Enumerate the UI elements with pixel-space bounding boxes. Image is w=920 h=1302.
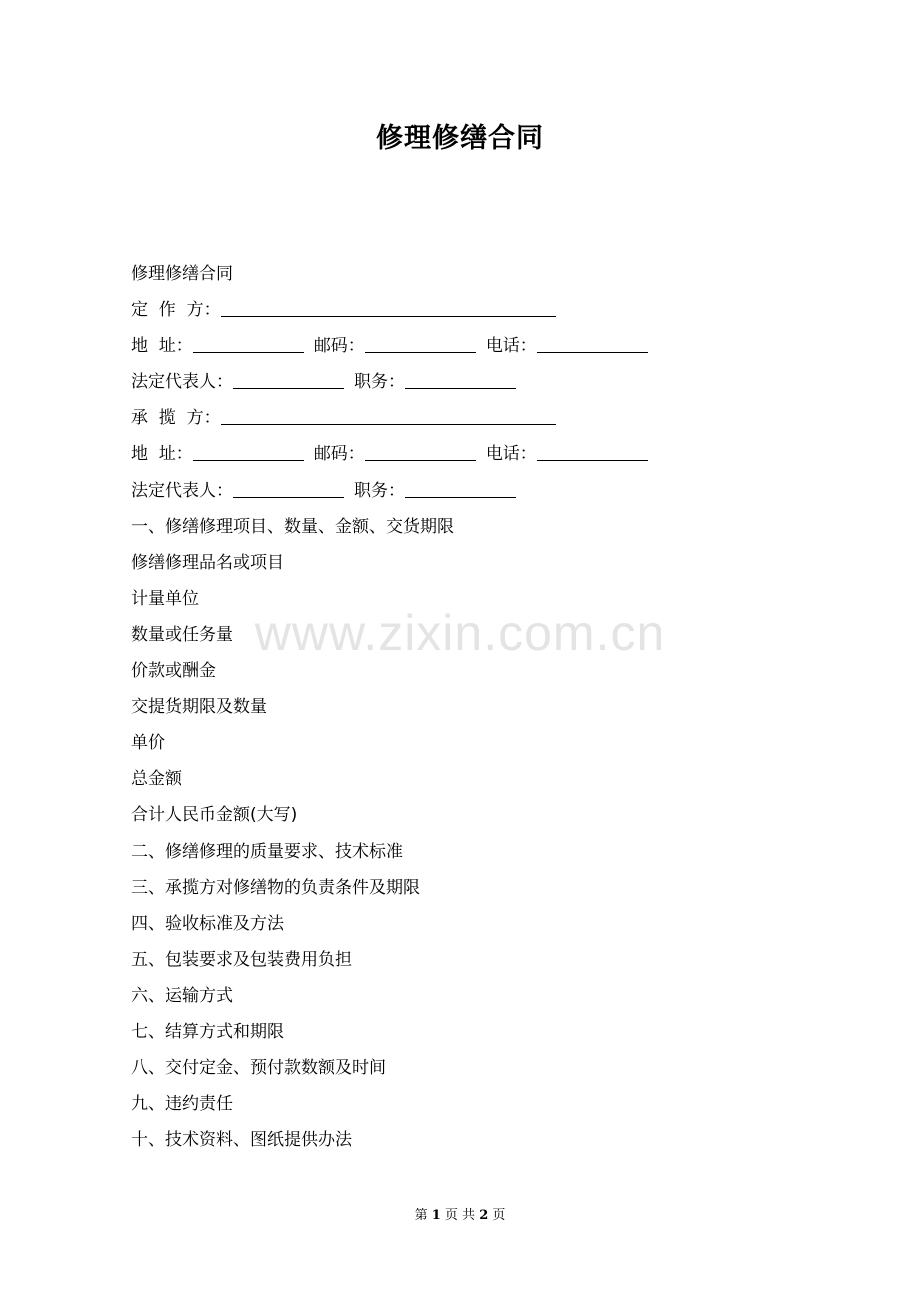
party-b-rep-line: [131, 473, 831, 509]
rep-a-blank: [233, 370, 344, 389]
footer-total-pages: 2: [479, 1208, 489, 1223]
section-1: 一、修缮修理项目、数量、金额、交货期限: [131, 516, 454, 537]
zip-b-label: 邮码：: [313, 444, 365, 465]
rep-b-label: 法定代表人：: [131, 480, 233, 501]
section-6: 六、运输方式: [131, 985, 233, 1006]
party-b-blank: [221, 406, 556, 425]
address-a-blank: [193, 334, 304, 353]
position-b-label: 职务：: [354, 480, 405, 501]
address-b-label: 地 址：: [131, 444, 193, 465]
footer-page-number: 1: [431, 1208, 441, 1223]
section-8: 八、交付定金、预付款数额及时间: [131, 1058, 386, 1079]
tel-b-blank: [537, 442, 648, 461]
position-b-blank: [405, 479, 516, 498]
zip-a-blank: [365, 334, 476, 353]
section-3: 三、承揽方对修缮物的负责条件及期限: [131, 877, 420, 898]
item-name: 修缮修理品名或项目: [131, 552, 284, 573]
party-a-line: [131, 292, 831, 328]
party-a-label: 定 作 方：: [131, 300, 221, 321]
address-a-label: 地 址：: [131, 336, 193, 357]
footer-suffix: 页: [492, 1208, 506, 1223]
item-delivery: 交提货期限及数量: [131, 697, 267, 718]
party-a-blank: [221, 298, 556, 317]
footer-middle: 页 共: [444, 1208, 476, 1223]
position-a-blank: [405, 370, 516, 389]
party-a-contact-line: [131, 328, 831, 364]
tel-b-label: 电话：: [485, 444, 537, 465]
section-9: 九、违约责任: [131, 1094, 233, 1115]
position-a-label: 职务：: [354, 372, 405, 393]
item-unit-price: 单价: [131, 733, 165, 754]
party-b-line: [131, 400, 831, 436]
party-a-rep-line: [131, 364, 831, 400]
page-footer: [0, 1204, 920, 1223]
document-title: 修理修缮合同: [376, 123, 544, 154]
item-total-rmb: 合计人民币金额(大写): [131, 805, 298, 826]
rep-a-label: 法定代表人：: [131, 372, 233, 393]
party-b-label: 承 揽 方：: [131, 408, 221, 429]
rep-b-blank: [233, 479, 344, 498]
item-total: 总金额: [131, 769, 182, 790]
party-b-contact-line: [131, 436, 831, 472]
address-b-blank: [193, 442, 304, 461]
footer-prefix: 第: [414, 1208, 428, 1223]
section-7: 七、结算方式和期限: [131, 1021, 284, 1042]
item-unit: 计量单位: [131, 588, 199, 609]
watermark: www.zixin.com.cn: [254, 605, 666, 661]
tel-a-blank: [537, 334, 648, 353]
zip-b-blank: [365, 442, 476, 461]
section-5: 五、包装要求及包装费用负担: [131, 949, 352, 970]
item-price: 价款或酬金: [131, 661, 216, 682]
section-4: 四、验收标准及方法: [131, 913, 284, 934]
tel-a-label: 电话：: [485, 336, 537, 357]
contract-body: [131, 256, 831, 1158]
section-2: 二、修缮修理的质量要求、技术标准: [131, 841, 403, 862]
item-quantity: 数量或任务量: [131, 624, 233, 645]
section-10: 十、技术资料、图纸提供办法: [131, 1130, 352, 1151]
contract-heading: 修理修缮合同: [131, 264, 233, 284]
zip-a-label: 邮码：: [313, 336, 365, 357]
